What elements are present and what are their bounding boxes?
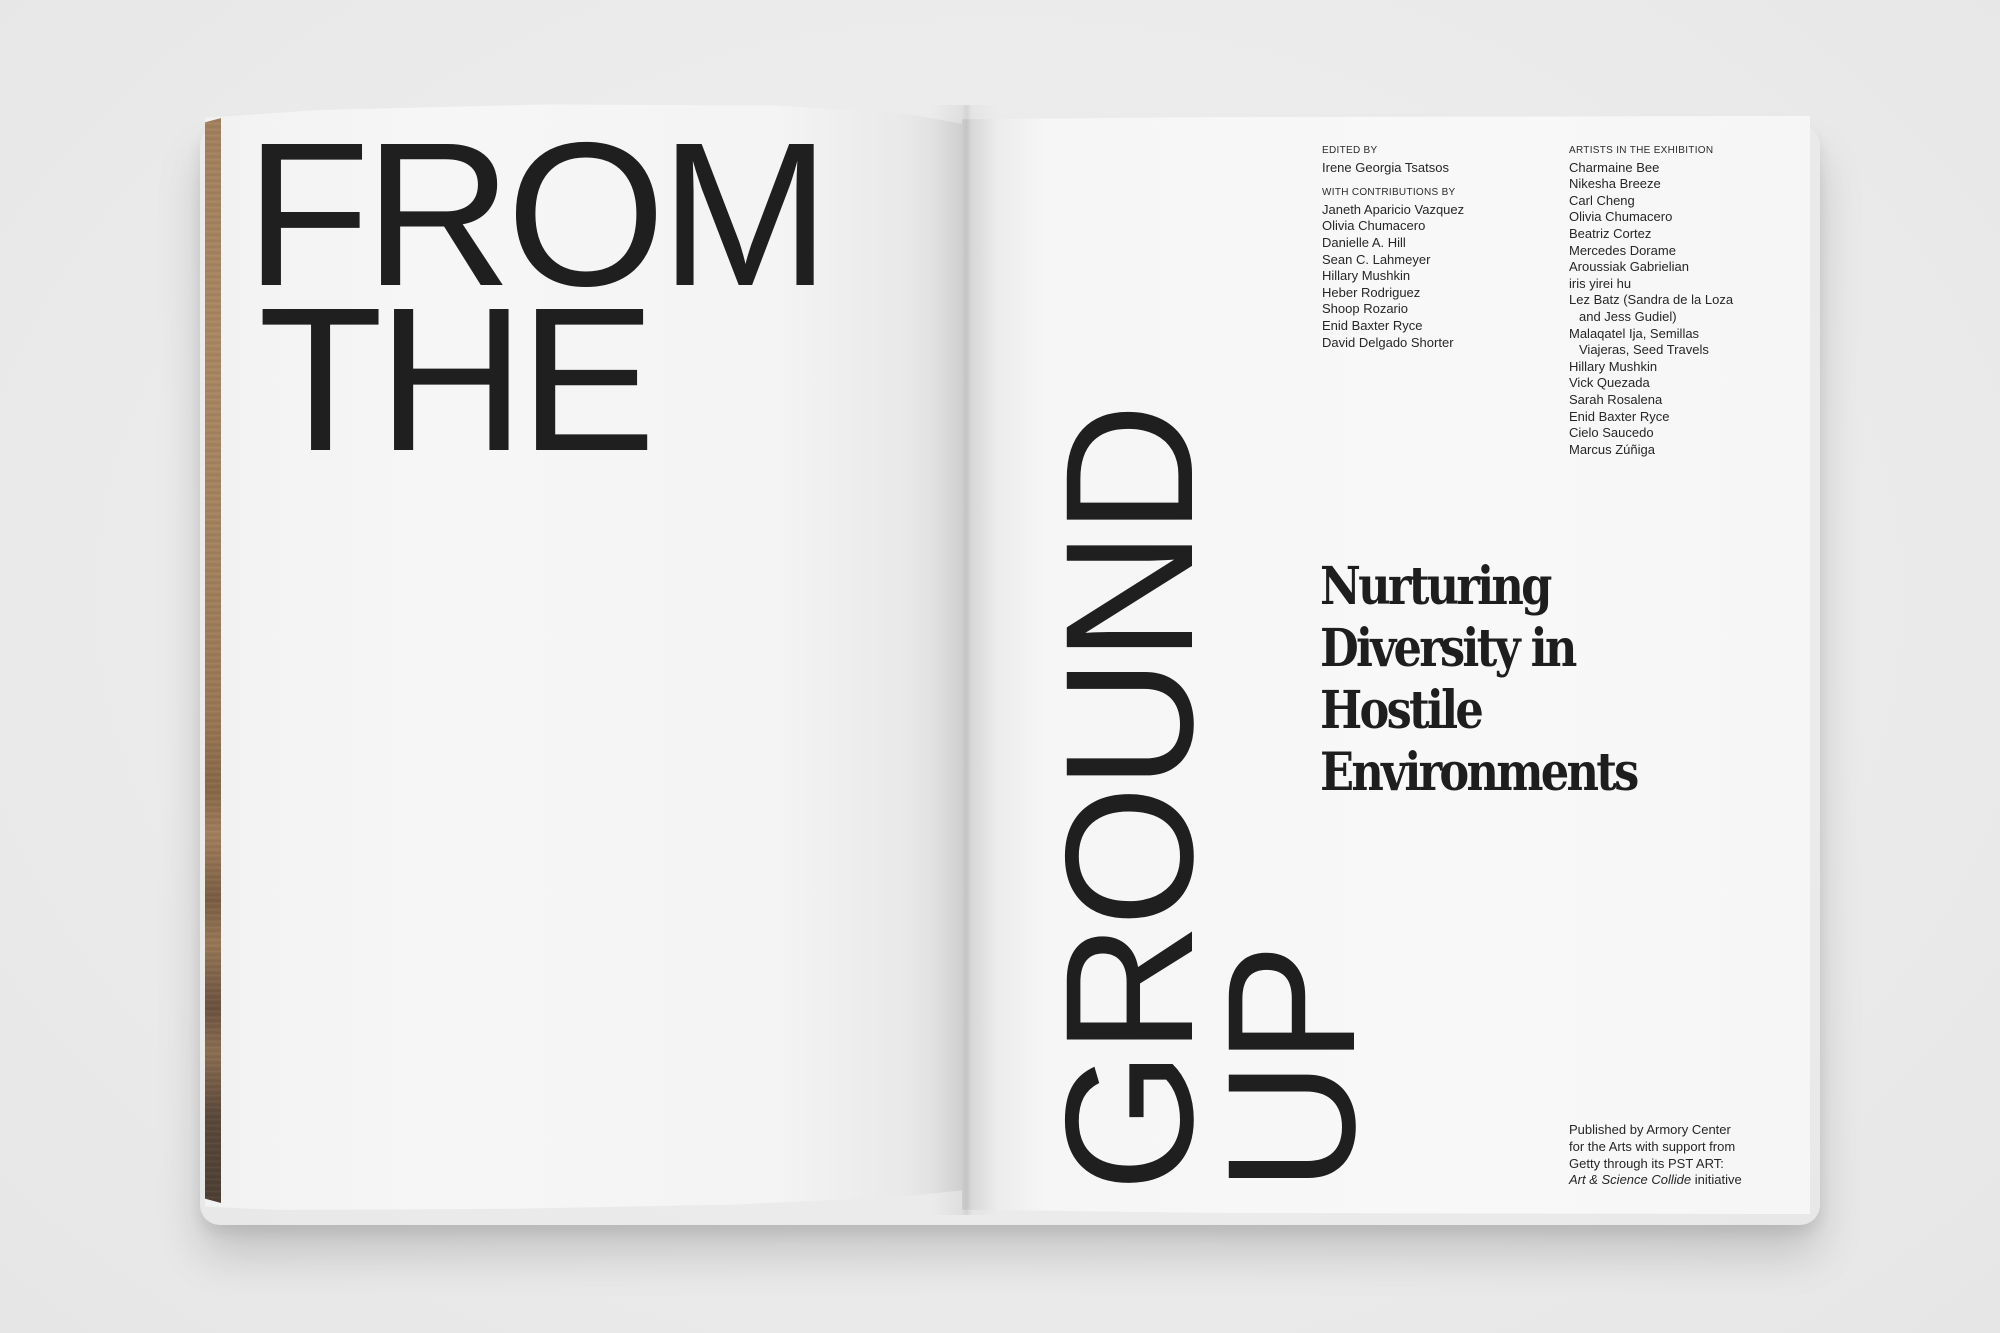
subtitle [1320,556,1637,804]
contributions-label: WITH CONTRIBUTIONS BY [1322,187,1456,199]
subtitle-line: Environments [1320,742,1637,803]
artist-name: Carl Cheng [1569,192,1635,208]
publisher-note [1569,1122,1742,1189]
contributor-name: Hillary Mushkin [1322,268,1411,284]
contributor-name: Heber Rodriguez [1322,284,1421,300]
artist-name: Marcus Zúñiga [1569,441,1655,457]
artist-name: Olivia Chumacero [1569,209,1673,225]
artist-name-continued: Viajeras, Seed Travels [1579,342,1709,358]
contributor-name: David Delgado Shorter [1322,334,1454,350]
contributor-name: Danielle A. Hill [1322,234,1406,250]
artist-name-continued: and Jess Gudiel) [1579,308,1677,324]
artists-label: ARTISTS IN THE EXHIBITION [1569,145,1714,156]
subtitle-line: Nurturing [1320,556,1550,617]
artist-name: Charmaine Bee [1569,159,1660,175]
artist-name: Enid Baxter Ryce [1569,408,1670,424]
title-line-from: FROM [245,100,825,329]
artist-name: Nikesha Breeze [1569,176,1661,192]
edited-by-label: EDITED BY [1322,145,1378,156]
credits-artists-column [1569,143,1799,458]
artist-name: Cielo Saucedo [1569,425,1654,441]
artist-name: iris yirei hu [1569,275,1632,291]
artist-name: Aroussiak Gabrielian [1569,259,1689,275]
cover-photo-edge [205,118,221,1203]
artist-name: Beatriz Cortez [1569,225,1652,241]
title-line-ground: GROUND [1027,407,1231,1192]
title-line-up: UP [1189,947,1393,1192]
artist-name: Malaqatel Ija, Semillas [1569,325,1700,341]
publisher-line: Published by Armory Center [1569,1122,1731,1137]
artist-name: Lez Batz (Sandra de la Loza [1569,292,1734,308]
contributor-name: Janeth Aparicio Vazquez [1322,201,1465,217]
publisher-line: for the Arts with support from [1569,1138,1736,1154]
publisher-tail: initiative [1691,1172,1742,1188]
publisher-line-last [1569,1172,1742,1189]
artist-name: Vick Quezada [1569,375,1650,391]
credits-editors-column [1322,143,1552,351]
subtitle-line: Diversity in [1320,618,1575,679]
contributor-name: Sean C. Lahmeyer [1322,251,1431,267]
publisher-line: Getty through its PST ART: [1569,1155,1724,1171]
publisher-italic-title: Art & Science Collide [1569,1172,1692,1188]
artist-name: Hillary Mushkin [1569,358,1658,374]
contributor-name: Enid Baxter Ryce [1322,317,1423,333]
contributor-name: Shoop Rozario [1322,301,1408,317]
editor-name: Irene Georgia Tsatsos [1322,159,1449,175]
subtitle-line: Hostile [1320,680,1482,741]
artist-name: Sarah Rosalena [1569,391,1663,407]
contributor-name: Olivia Chumacero [1322,218,1426,234]
artist-name: Mercedes Dorame [1569,242,1676,258]
title-line-the: THE [258,265,650,494]
